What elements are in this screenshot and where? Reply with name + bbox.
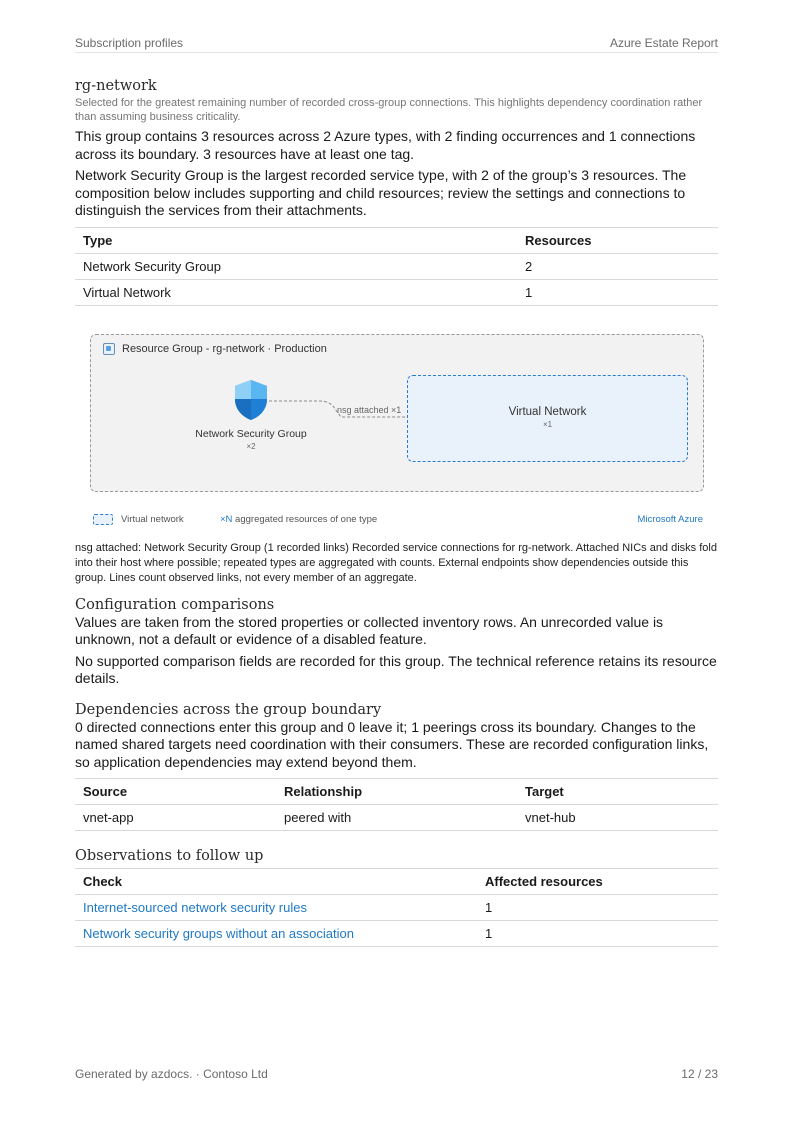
table-row: [75, 253, 718, 279]
count-cell: 2: [517, 253, 718, 279]
edge-label: nsg attached ×1: [337, 404, 402, 415]
dependencies-table: [75, 778, 718, 831]
table-header-row: [75, 227, 718, 253]
page-number: 12 / 23: [681, 1067, 718, 1081]
legend-aggregate-text: aggregated resources of one type: [232, 513, 378, 525]
legend-aggregate-mark: ×N: [220, 513, 233, 525]
observations-title: Observations to follow up: [75, 848, 264, 864]
observations-table: [75, 868, 718, 947]
nsg-count: ×2: [246, 441, 256, 451]
resource-group-container: [90, 334, 704, 492]
resource-diagram: [75, 334, 718, 534]
column-header: Source: [75, 779, 276, 805]
vnet-label: Virtual Network: [508, 405, 587, 418]
column-header: Target: [517, 779, 718, 805]
footer-generator: Generated by azdocs. · Contoso Ltd: [75, 1067, 268, 1081]
target-cell: vnet-hub: [517, 805, 718, 831]
relationship-cell: peered with: [276, 805, 517, 831]
column-header: Check: [75, 869, 477, 895]
column-header: Type: [75, 227, 517, 253]
table-row: [75, 921, 718, 947]
table-header-row: [75, 869, 718, 895]
deps-title: Dependencies across the group boundary: [75, 701, 382, 718]
table-row: [75, 895, 718, 921]
vnet-legend-swatch: [93, 514, 113, 525]
resource-group-title: Resource Group - rg-network · Production: [122, 342, 327, 355]
affected-count-cell: 1: [477, 895, 718, 921]
check-link-unassociated-nsg[interactable]: Network security groups without an association: [83, 926, 354, 941]
count-cell: 1: [517, 279, 718, 305]
table-header-row: [75, 779, 718, 805]
column-header: Affected resources: [477, 869, 718, 895]
source-cell: vnet-app: [75, 805, 276, 831]
header-report-title: Azure Estate Report: [609, 36, 718, 50]
check-cell: [75, 895, 477, 921]
config-title: Configuration comparisons: [75, 596, 275, 613]
diagram-caption: nsg attached: Network Security Group (1 recorded links) Recorded service connections for rg-network. Attached NICs and disks fold into their host where possible; repeated types are aggregated with counts. External endpoints show dependencies outside this group. Lines count observed links, not every member of an aggregate.: [75, 541, 717, 584]
nsg-label: Network Security Group: [195, 427, 307, 440]
table-row: [75, 805, 718, 831]
types-table: [75, 227, 718, 306]
affected-count-cell: 1: [477, 921, 718, 947]
config-note: No supported comparison fields are recorded for this group. The technical reference retains its resource details.: [75, 652, 717, 686]
legend-aggregate: [220, 514, 377, 525]
type-cell: Network Security Group: [75, 253, 517, 279]
config-intro: Values are taken from the stored properties or collected inventory rows. An unrecorded value is unknown, not a default or evidence of a disabled feature.: [75, 613, 664, 647]
vnet-node: [407, 375, 688, 462]
check-cell: [75, 921, 477, 947]
group-summary: This group contains 3 resources across 2 Azure types, with 2 finding occurrences and 1 connections across its boundary. 3 resources have at least one tag.: [75, 128, 696, 162]
vnet-count: ×1: [542, 419, 553, 429]
group-subtitle: Selected for the greatest remaining number of recorded cross-group connections. This highlights dependency coordination rather than assuming business criticality.: [75, 97, 703, 123]
type-cell: Virtual Network: [75, 279, 517, 305]
header-section-name: Subscription profiles: [75, 36, 184, 50]
check-link-internet-rules[interactable]: Internet-sourced network security rules: [83, 900, 307, 915]
table-row: [75, 279, 718, 305]
deps-summary: 0 directed connections enter this group and 0 leave it; 1 peerings cross its boundary. Changes to the named shared targets need coordination with their consumers. These are recorded configuration links, so application dependencies may extend beyond them.: [75, 718, 709, 770]
group-title: rg-network: [75, 78, 157, 94]
diagram-legend: [93, 512, 703, 528]
page-content: [75, 77, 718, 947]
group-composition: Network Security Group is the largest recorded service type, with 2 of the group’s 3 resources. The composition below includes supporting and child resources; review the settings and connections to distinguish the services from their attachments.: [75, 167, 687, 218]
legend-vnet-label: Virtual network: [121, 513, 184, 525]
column-header: Relationship: [276, 779, 517, 805]
column-header: Resources: [517, 227, 718, 253]
azure-brand-label: Microsoft Azure: [637, 513, 703, 525]
page-header: [75, 35, 718, 53]
